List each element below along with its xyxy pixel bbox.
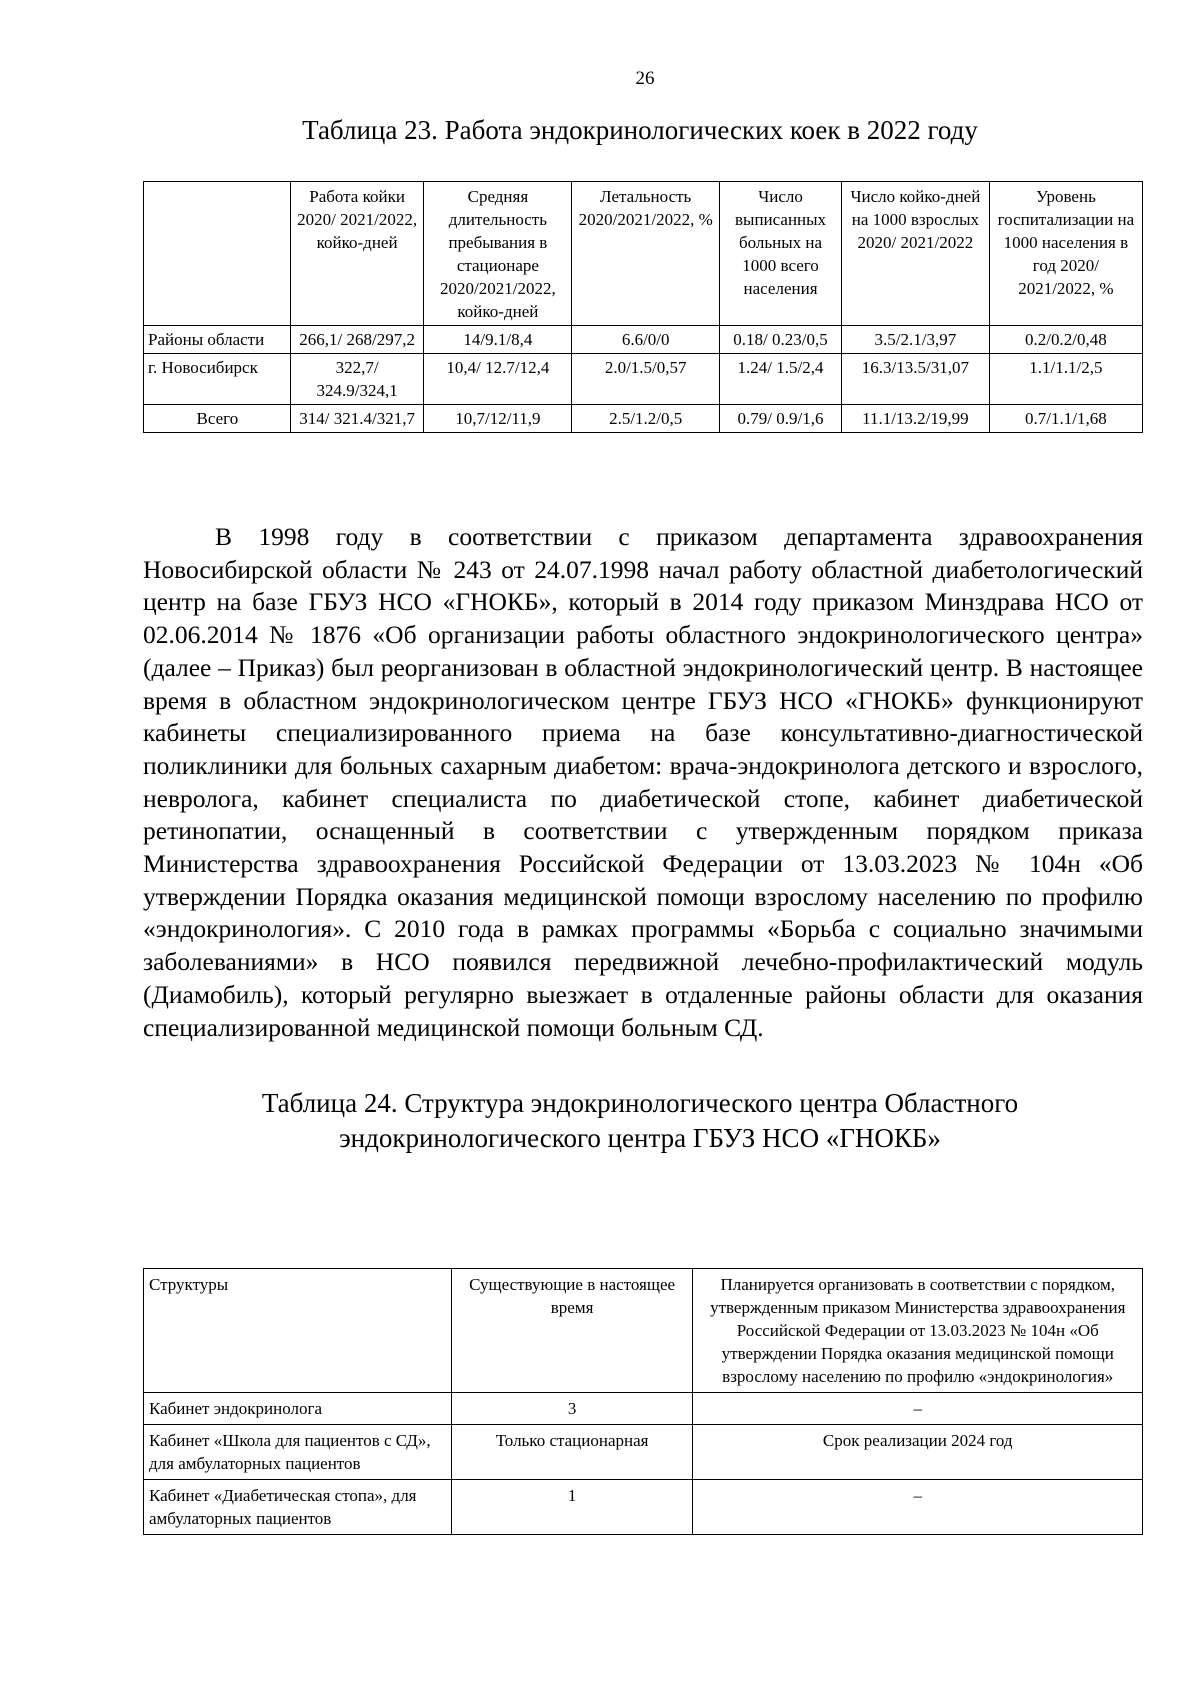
table-cell: 6.6/0/0 xyxy=(572,326,720,354)
table-cell: Только стационарная xyxy=(451,1425,693,1480)
body-paragraph: В 1998 году в соответствии с приказом департамента здравоохранения Новосибирской области № 243 от 24.07.1998 начал работу областной диабетологический центр на базе ГБУЗ НСО «ГНОКБ», который в 2014 году приказом Минздрава НСО от 02.06.2014 № 1876 «Об организации работы областного эндокринологического центра» (далее – Приказ) был реорганизован в областной эндокринологический центр. В настоящее время в областном эндокринологическом центре ГБУЗ НСО «ГНОКБ» функционируют кабинеты специализированного приема на базе консультативно-диагностической поликлиники для больных сахарным диабетом: врача-эндокринолога детского и взрослого, невролога, кабинет специалиста по диабетической стопе, кабинет диабетической ретинопатии, оснащенный в соответствии с утвержденным порядком приказа Министерства здравоохранения Российской Федерации от 13.03.2023 № 104н «Об утверждении Порядка оказания медицинской помощи взрослому населению по профилю «эндокринология». С 2010 года в рамках программы «Борьба с социально значимыми заболеваниями» в НСО появился передвижной лечебно-профилактический модуль (Диамобиль), который регулярно выезжает в отдаленные районы области для оказания специализированной медицинской помощи больным СД. xyxy=(143,522,1143,1042)
table-23-row-label: Всего xyxy=(144,405,291,433)
table-cell: 1.1/1.1/2,5 xyxy=(989,354,1142,405)
table-24-caption xyxy=(140,1086,1140,1156)
table-24-header-structures: Структуры xyxy=(144,1269,452,1393)
table-cell: 14/9.1/8,4 xyxy=(424,326,572,354)
table-24-header-existing: Существующие в настоящее время xyxy=(451,1269,693,1393)
table-cell: 0.79/ 0.9/1,6 xyxy=(720,405,842,433)
table-cell: 11.1/13.2/19,99 xyxy=(841,405,989,433)
table-cell: 0.18/ 0.23/0,5 xyxy=(720,326,842,354)
table-cell: 314/ 321.4/321,7 xyxy=(290,405,424,433)
table-23-row-label: г. Новосибирск xyxy=(144,354,291,405)
table-23-header-bed-days: Число койко-дней на 1000 взрослых 2020/ 2021/2022 xyxy=(841,182,989,326)
table-cell: 3 xyxy=(451,1393,693,1425)
table-cell: – xyxy=(693,1393,1143,1425)
table-23-header-empty xyxy=(144,182,291,326)
table-row xyxy=(144,354,1143,405)
table-cell: 3.5/2.1/3,97 xyxy=(841,326,989,354)
table-23 xyxy=(143,181,1143,433)
table-23-caption: Таблица 23. Работа эндокринологических коек в 2022 году xyxy=(302,115,978,145)
table-row xyxy=(144,1425,1143,1480)
table-cell: 10,7/12/11,9 xyxy=(424,405,572,433)
table-23-header-bed-work: Работа койки 2020/ 2021/2022, койко-дней xyxy=(290,182,424,326)
table-cell: 266,1/ 268/297,2 xyxy=(290,326,424,354)
table-cell: 2.0/1.5/0,57 xyxy=(572,354,720,405)
table-cell: Срок реализации 2024 год xyxy=(693,1425,1143,1480)
table-cell: 10,4/ 12.7/12,4 xyxy=(424,354,572,405)
table-24-row-label: Кабинет «Школа для пациентов с СД», для амбулаторных пациентов xyxy=(144,1425,452,1480)
page-number: 26 xyxy=(635,68,655,89)
table-23-header-discharged: Число выписанных больных на 1000 всего населения xyxy=(720,182,842,326)
table-row xyxy=(144,1393,1143,1425)
table-23-header-lethality: Летальность 2020/2021/2022, % xyxy=(572,182,720,326)
table-row xyxy=(144,405,1143,433)
table-23-header-row xyxy=(144,182,1143,326)
table-23-header-hospitalization: Уровень госпитализации на 1000 населения в год 2020/ 2021/2022, % xyxy=(989,182,1142,326)
table-23-row-label: Районы области xyxy=(144,326,291,354)
table-cell: 16.3/13.5/31,07 xyxy=(841,354,989,405)
table-24-caption-line-2: эндокринологического центра ГБУЗ НСО «ГНОКБ» xyxy=(339,1123,941,1153)
table-cell: 0.7/1.1/1,68 xyxy=(989,405,1142,433)
table-row xyxy=(144,1480,1143,1535)
table-24-header-row xyxy=(144,1269,1143,1393)
table-24-row-label: Кабинет эндокринолога xyxy=(144,1393,452,1425)
table-24-caption-line-1: Таблица 24. Структура эндокринологического центра Областного xyxy=(261,1088,1019,1118)
table-row xyxy=(144,326,1143,354)
table-24-header-planned: Планируется организовать в соответствии с порядком, утвержденным приказом Министерства здравоохранения Российской Федерации от 13.03.2023 № 104н «Об утверждении Порядка оказания медицинской помощи взрослому населению по профилю «эндокринология» xyxy=(693,1269,1143,1393)
table-23-header-avg-stay: Средняя длительность пребывания в стационаре 2020/2021/2022, койко-дней xyxy=(424,182,572,326)
table-cell: 0.2/0.2/0,48 xyxy=(989,326,1142,354)
table-cell: 322,7/ 324.9/324,1 xyxy=(290,354,424,405)
table-cell: 2.5/1.2/0,5 xyxy=(572,405,720,433)
table-cell: – xyxy=(693,1480,1143,1535)
table-cell: 1 xyxy=(451,1480,693,1535)
table-cell: 1.24/ 1.5/2,4 xyxy=(720,354,842,405)
table-24-row-label: Кабинет «Диабетическая стопа», для амбулаторных пациентов xyxy=(144,1480,452,1535)
table-24 xyxy=(143,1268,1143,1535)
